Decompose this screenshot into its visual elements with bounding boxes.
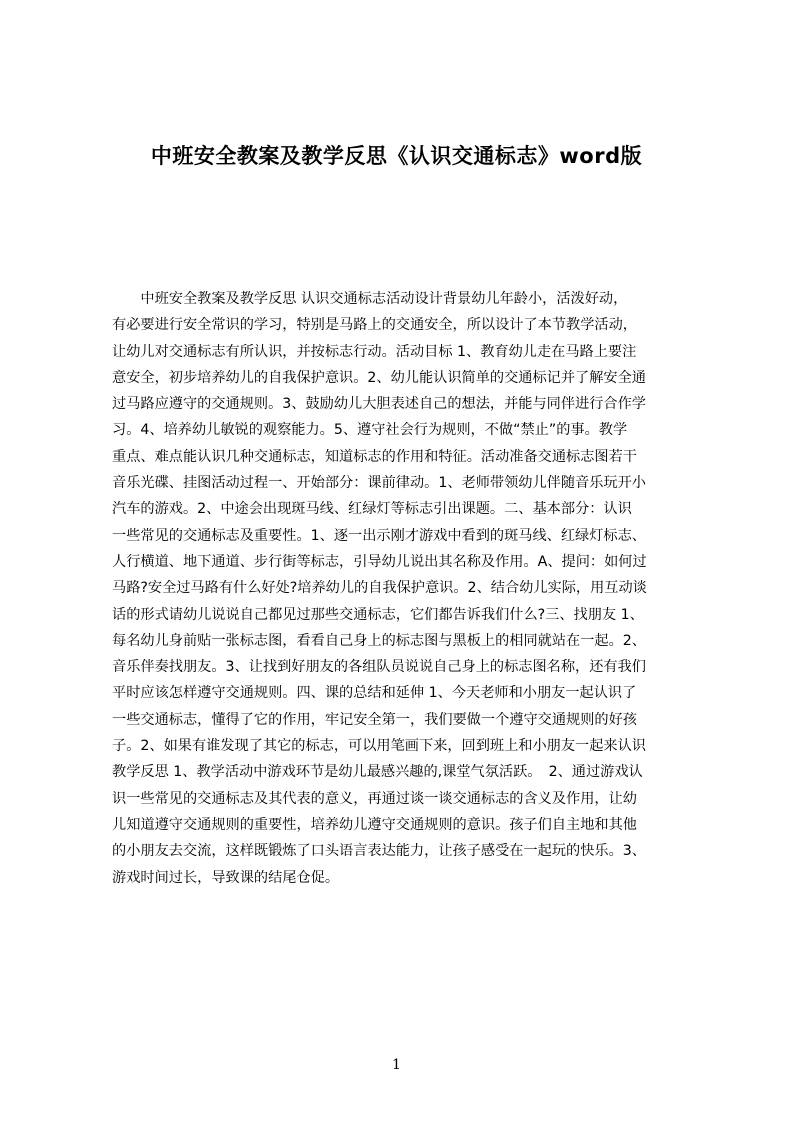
body-line: 重点、难点能认识几种交通标志，知道标志的作用和特征。活动准备交通标志图若干	[112, 448, 637, 465]
body-line: 习。4、培养幼儿敏锐的观察能力。5、遵守社会行为规则，不做“禁止”的事。教学	[112, 422, 628, 439]
body-line: 每名幼儿身前贴一张标志图，看看自己身上的标志图与黑板上的相同就站在一起。2、	[112, 632, 646, 649]
body-line: 音乐伴奏找朋友。3、让找到好朋友的各组队员说说自己身上的标志图名称，还有我们	[112, 659, 646, 676]
page-number: 1	[392, 1057, 401, 1073]
body-line: 游戏时间过长，导致课的结尾仓促。	[112, 869, 340, 886]
document-title: 中班安全教案及教学反思《认识交通标志》word版	[150, 144, 643, 168]
body-line: 的小朋友去交流，这样既锻炼了口头语言表达能力，让孩子感受在一起玩的快乐。3、	[112, 843, 646, 860]
body-line: 教学反思 1、教学活动中游戏环节是幼儿最感兴趣的,课堂气氛活跃。 2、通过游戏认	[112, 764, 643, 781]
body-line: 平时应该怎样遵守交通规则。四、课的总结和延伸 1、今天老师和小朋友一起认识了	[112, 685, 637, 702]
body-line: 人行横道、地下通道、步行街等标志，引导幼儿说出其名称及作用。A、提问：如何过	[112, 553, 647, 570]
body-line: 汽车的游戏。2、中途会出现斑马线、红绿灯等标志引出课题。二、基本部分：认识	[112, 501, 632, 518]
body-line: 让幼儿对交通标志有所认识，并按标志行动。活动目标 1、教育幼儿走在马路上要注	[112, 343, 637, 360]
body-line: 有必要进行安全常识的学习，特别是马路上的交通安全，所以设计了本节教学活动，	[112, 317, 637, 334]
body-line: 一些常见的交通标志及重要性。1、逐一出示刚才游戏中看到的斑马线、红绿灯标志、	[112, 527, 646, 544]
body-line: 儿知道遵守交通规则的重要性，培养幼儿遵守交通规则的意识。孩子们自主地和其他	[112, 816, 637, 833]
document-body	[112, 286, 697, 906]
body-line: 音乐光碟、挂图活动过程一、开始部分：课前律动。1、老师带领幼儿伴随音乐玩开小	[112, 475, 646, 492]
body-line: 马路?安全过马路有什么好处?培养幼儿的自我保护意识。2、结合幼儿实际，用互动谈	[112, 580, 647, 597]
body-line: 一些交通标志，懂得了它的作用，牢记安全第一，我们要做一个遵守交通规则的好孩	[112, 711, 637, 728]
body-line: 意安全，初步培养幼儿的自我保护意识。2、幼儿能认识简单的交通标记并了解安全通	[112, 369, 646, 386]
body-line: 中班安全教案及教学反思 认识交通标志活动设计背景幼儿年龄小，活泼好动，	[112, 291, 628, 307]
body-line: 子。2、如果有谁发现了其它的标志，可以用笔画下来，回到班上和小朋友一起来认识	[112, 738, 646, 755]
body-line: 过马路应遵守的交通规则。3、鼓励幼儿大胆表述自己的想法，并能与同伴进行合作学	[112, 396, 646, 413]
body-line: 识一些常见的交通标志及其代表的意义，再通过谈一谈交通标志的含义及作用，让幼	[112, 790, 637, 807]
body-line: 话的形式请幼儿说说自己都见过那些交通标志，它们都告诉我们什么?三、找朋友 1、	[112, 606, 644, 623]
